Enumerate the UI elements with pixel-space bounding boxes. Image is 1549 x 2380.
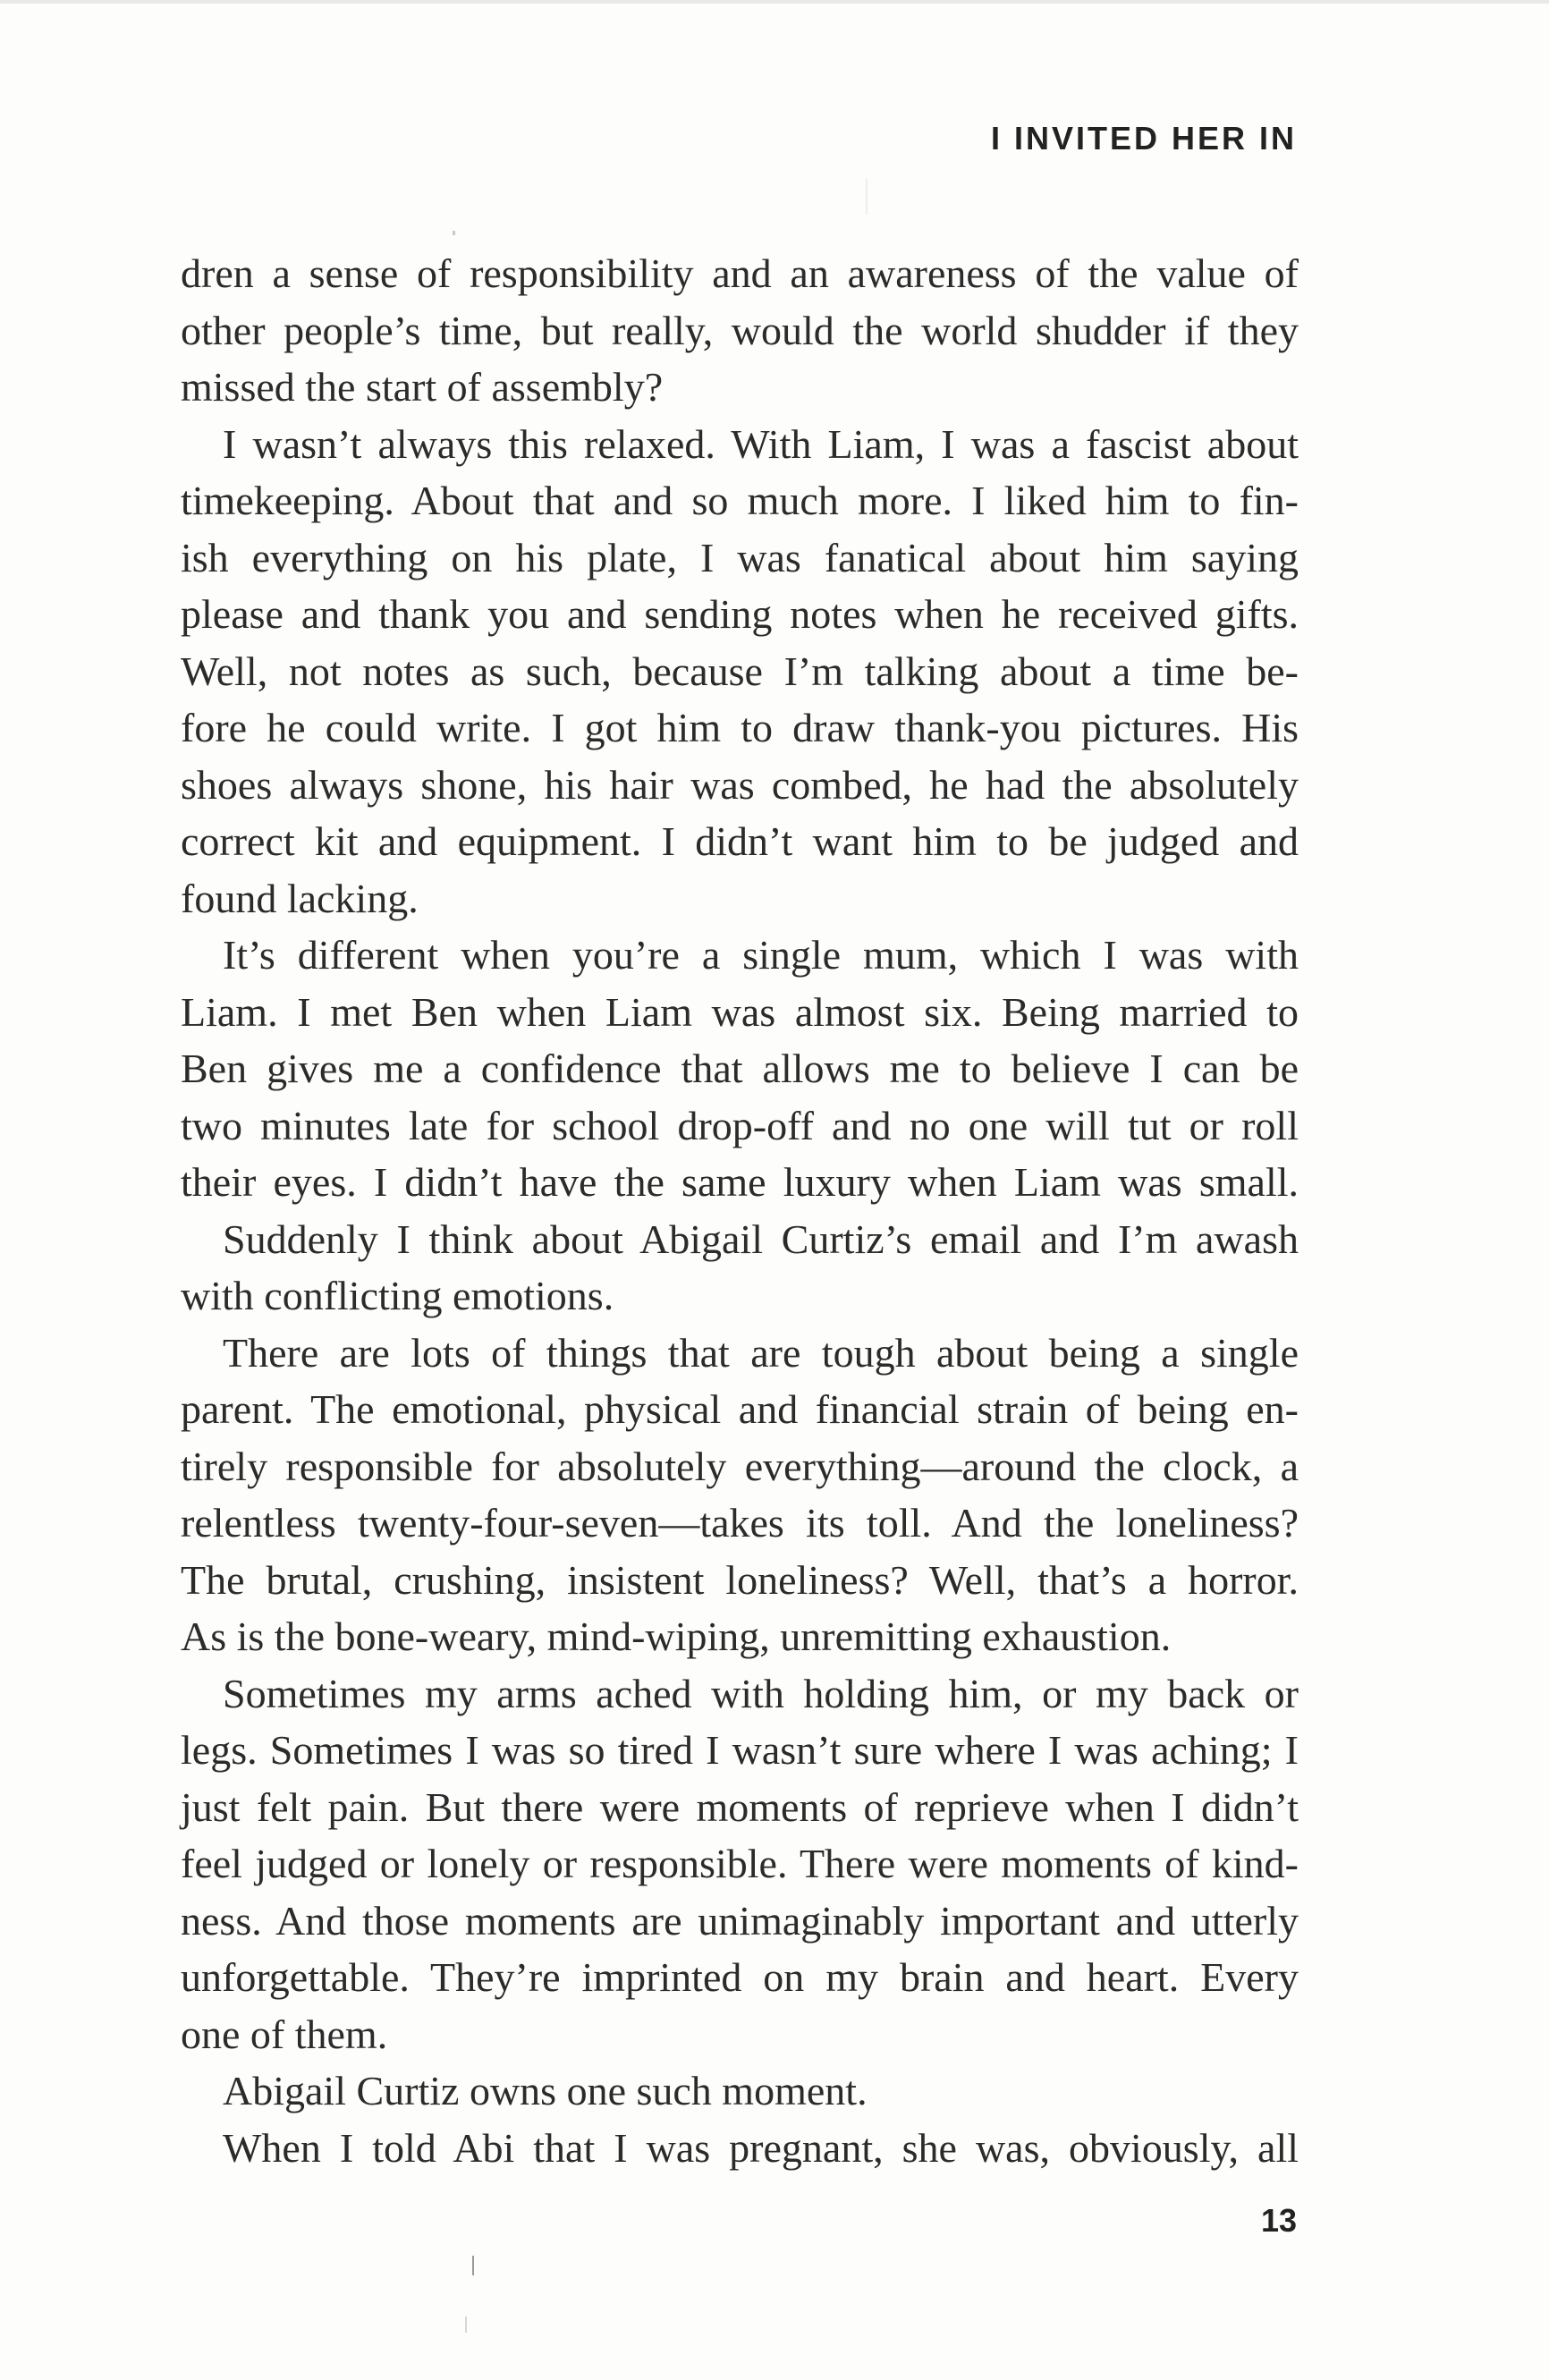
text-line: unforgettable. They’re imprinted on my brain and heart. Every (181, 1954, 1299, 2000)
text-line: Suddenly I think about Abigail Curtiz’s email and I’m awash (223, 1215, 1299, 1262)
text-line: please and thank you and sending notes when he received gifts. (181, 591, 1299, 637)
text-line: ish everything on his plate, I was fanatical about him saying (181, 534, 1299, 580)
scan-speck (453, 231, 455, 235)
page-number: 13 (1260, 2202, 1297, 2239)
text-line: two minutes late for school drop-off and no one will tut or roll (181, 1102, 1299, 1148)
text-line: found lacking. (181, 875, 419, 921)
text-line: shoes always shone, his hair was combed, he had the absolutely (181, 761, 1299, 808)
scan-speck (472, 2256, 474, 2275)
text-line: legs. Sometimes I was so tired I wasn’t sure where I was aching; I (181, 1727, 1299, 1773)
scan-speck (866, 179, 868, 215)
text-line: just felt pain. But there were moments of reprieve when I didn’t (181, 1783, 1299, 1830)
text-line: Well, not notes as such, because I’m talking about a time be- (181, 648, 1299, 694)
text-line: other people’s time, but really, would the world shudder if they (181, 307, 1299, 353)
scan-speck (465, 2316, 467, 2333)
text-line: parent. The emotional, physical and financial strain of being en- (181, 1386, 1299, 1432)
text-line: It’s different when you’re a single mum, which I was with (223, 932, 1299, 978)
text-line: Sometimes my arms ached with holding him, or my back or (223, 1670, 1299, 1716)
text-line: dren a sense of responsibility and an awareness of the value of (181, 250, 1299, 296)
text-line: Abigail Curtiz owns one such moment. (223, 2068, 868, 2113)
text-line: missed the start of assembly? (181, 364, 664, 410)
text-line: Ben gives me a confidence that allows me to believe I can be (181, 1046, 1299, 1091)
text-line: with conflicting emotions. (181, 1273, 614, 1318)
text-line: When I told Abi that I was pregnant, she was, obviously, all (223, 2124, 1299, 2171)
text-line: relentless twenty-four-seven—takes its toll. And the loneliness? (181, 1500, 1299, 1546)
text-line: their eyes. I didn’t have the same luxury when Liam was small. (181, 1159, 1299, 1205)
text-line: There are lots of things that are tough about being a single (223, 1329, 1299, 1376)
text-line: The brutal, crushing, insistent loneliness? Well, that’s a horror. (181, 1556, 1299, 1603)
text-line: one of them. (181, 2011, 388, 2057)
running-head: I INVITED HER IN (990, 120, 1297, 157)
text-line: As is the bone-weary, mind-wiping, unremitting exhaustion. (181, 1613, 1172, 1659)
text-line: Liam. I met Ben when Liam was almost six. Being married to (181, 988, 1299, 1035)
page-top-edge (0, 0, 1549, 4)
text-line: tirely responsible for absolutely everything—around the clock, a (181, 1443, 1299, 1489)
text-line: fore he could write. I got him to draw thank-you pictures. His (181, 705, 1299, 750)
body-text (181, 245, 1299, 2176)
text-line: feel judged or lonely or responsible. There were moments of kind- (181, 1841, 1299, 1886)
text-line: ness. And those moments are unimaginably important and utterly (181, 1897, 1299, 1944)
text-line: I wasn’t always this relaxed. With Liam, I was a fascist about (223, 420, 1299, 467)
text-line: timekeeping. About that and so much more. I liked him to fin- (181, 478, 1299, 523)
text-line: correct kit and equipment. I didn’t want him to be judged and (181, 818, 1299, 864)
